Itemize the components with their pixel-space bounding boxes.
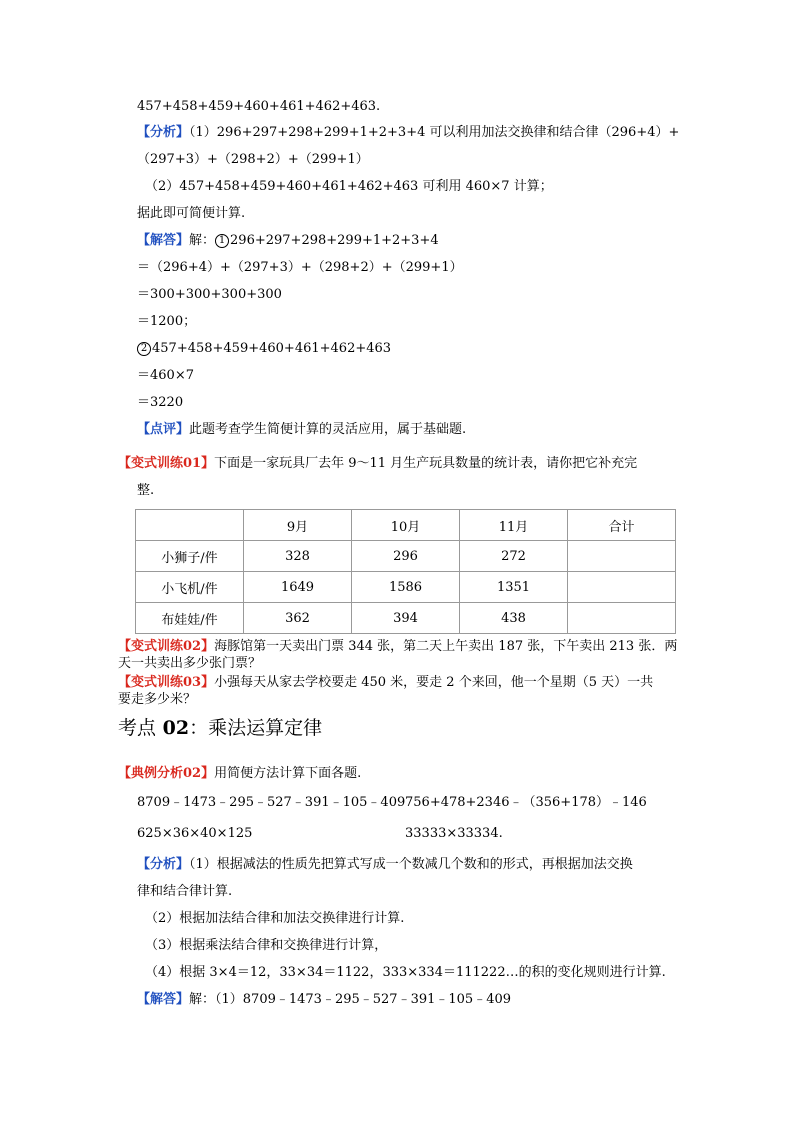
ex2-analysis-line-3: （2）根据加法结合律和加法交换律进行计算.	[145, 911, 405, 926]
analysis-text: （1）296+297+298+299+1+2+3+4 可以利用加法交换律和结合律（296+4）+	[189, 125, 680, 140]
answer-line-7: ＝3220	[137, 395, 184, 410]
ex2-answer-line	[137, 991, 511, 1009]
example-2-text: 用简便方法计算下面各题.	[214, 766, 362, 781]
section-heading	[118, 715, 322, 741]
drill-2-label: 【变式训练02】	[118, 639, 215, 654]
drill-1-label: 【变式训练01】	[118, 456, 215, 471]
table-cell: 272	[460, 541, 568, 572]
table-row	[136, 541, 676, 572]
table-cell: 小飞机/件	[136, 572, 244, 603]
drill-3-text: 小强每天从家去学校要走 450 米，要走 2 个来回，他一个星期（5 天）一共	[214, 675, 654, 690]
example-2-heading	[118, 765, 361, 783]
table-cell	[568, 541, 676, 572]
answer-line-2: ＝（296+4）+（297+3）+（298+2）+（299+1）	[137, 260, 463, 275]
table-header-cell: 9月	[244, 510, 352, 541]
section-number: 02	[156, 717, 190, 739]
table-row	[136, 603, 676, 634]
answer-expression-2: 457+458+459+460+461+462+463	[152, 341, 392, 356]
statistics-table	[135, 509, 676, 634]
table-cell	[568, 603, 676, 634]
section-prefix: 考点	[118, 717, 157, 739]
ex2-answer-text: 解：（1）8709﹣1473﹣295﹣527﹣391﹣105﹣409	[189, 992, 512, 1007]
answer-line-3: ＝300+300+300+300	[137, 287, 282, 302]
analysis-line-1	[137, 124, 679, 142]
table-header-cell: 合计	[568, 510, 676, 541]
table-cell: 438	[460, 603, 568, 634]
drill-2-line-1	[118, 638, 677, 656]
answer-expression: 296+297+298+299+1+2+3+4	[230, 233, 439, 248]
answer-prefix: 解：	[189, 233, 216, 248]
expression-3: 625×36×40×125	[137, 826, 253, 841]
intro-line: 457+458+459+460+461+462+463.	[137, 99, 381, 114]
table-header-cell	[136, 510, 244, 541]
drill-1-line-2: 整.	[137, 483, 155, 498]
drill-3-line-2: 要走多少米？	[118, 692, 197, 707]
expression-4: 33333×33334.	[405, 826, 503, 841]
answer-label: 【解答】	[137, 233, 190, 248]
ex2-analysis-label: 【分析】	[137, 857, 190, 872]
answer-line-1	[137, 232, 439, 250]
table-header-cell: 10月	[352, 510, 460, 541]
drill-3-line-1	[118, 674, 653, 692]
table-cell: 小狮子/件	[136, 541, 244, 572]
table-cell: 1649	[244, 572, 352, 603]
ex2-analysis-line-5: （4）根据 3×4＝12，33×34＝1122，333×334＝111222…的积的变化规则进行计算.	[145, 965, 666, 980]
drill-1-text: 下面是一家玩具厂去年 9～11 月生产玩具数量的统计表，请你把它补充完	[214, 456, 638, 471]
answer-line-4: ＝1200；	[137, 314, 197, 329]
table-header-cell: 11月	[460, 510, 568, 541]
circled-number-one: 1	[215, 234, 229, 248]
table-header-row	[136, 510, 676, 541]
table-cell: 328	[244, 541, 352, 572]
table-cell: 394	[352, 603, 460, 634]
ex2-answer-label: 【解答】	[137, 992, 190, 1007]
expression-1: 8709﹣1473﹣295﹣527﹣391﹣105﹣409	[137, 795, 406, 810]
ex2-analysis-line-2: 律和结合律计算.	[137, 884, 233, 899]
example-2-label: 【典例分析02】	[118, 766, 215, 781]
table-cell: 296	[352, 541, 460, 572]
section-title-text: ：乘法运算定律	[189, 717, 323, 739]
analysis-line-3: （2）457+458+459+460+461+462+463 可利用 460×7 计算；	[145, 179, 553, 194]
answer-line-5	[137, 340, 391, 358]
comment-line	[137, 421, 466, 439]
table-cell: 1586	[352, 572, 460, 603]
analysis-label: 【分析】	[137, 125, 190, 140]
ex2-analysis-text: （1）根据减法的性质先把算式写成一个数减几个数和的形式，再根据加法交换	[189, 857, 633, 872]
circled-number-two: 2	[137, 342, 151, 356]
drill-3-label: 【变式训练03】	[118, 675, 215, 690]
table-row	[136, 572, 676, 603]
drill-1-line-1	[118, 455, 637, 473]
drill-2-text: 海豚馆第一天卖出门票 344 张，第二天上午卖出 187 张，下午卖出 213 张．两	[214, 639, 678, 654]
comment-text: 此题考查学生简便计算的灵活应用，属于基础题.	[189, 422, 467, 437]
analysis-line-2: （297+3）+（298+2）+（299+1）	[137, 152, 369, 167]
expression-2: 756+478+2346﹣（356+178）﹣146	[405, 795, 647, 810]
ex2-analysis-line-4: （3）根据乘法结合律和交换律进行计算，	[145, 938, 388, 953]
table-cell	[568, 572, 676, 603]
analysis-line-4: 据此即可简便计算.	[137, 206, 246, 221]
table-cell: 362	[244, 603, 352, 634]
comment-label: 【点评】	[137, 422, 190, 437]
table-cell: 布娃娃/件	[136, 603, 244, 634]
drill-2-line-2: 天一共卖出多少张门票？	[118, 656, 262, 671]
ex2-analysis-line-1	[137, 856, 633, 874]
answer-line-6: ＝460×7	[137, 368, 194, 383]
table-cell: 1351	[460, 572, 568, 603]
